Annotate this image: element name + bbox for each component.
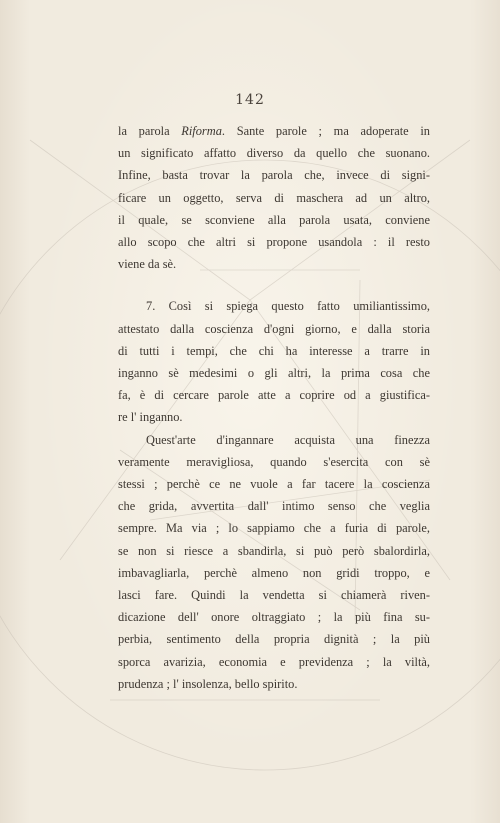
text-line: fa, è di cercare parole atte a coprire od a giustifica- — [118, 388, 430, 403]
text-line: sempre. Ma via ; lo sappiamo che a furia di parole, — [118, 521, 430, 536]
text-line: viene da sè. — [118, 257, 177, 272]
text-line: perbia, sentimento della propria dignità ; la più — [118, 632, 430, 647]
body-text — [118, 120, 430, 695]
italic-word: Riforma — [181, 124, 222, 138]
text-line: imbavagliarla, perchè almeno non gridi troppo, e — [118, 565, 430, 580]
text-line: re l' inganno. — [118, 410, 183, 425]
text-line: sporca avarizia, economia e previdenza ; la viltà, — [118, 654, 430, 669]
page-number: 142 — [235, 92, 265, 108]
text-line: se non si riesce a sbandirla, si può però sbalordirla, — [118, 543, 430, 558]
text-line: prudenza ; l' insolenza, bello spirito. — [118, 676, 298, 691]
text-line: di tutti i tempi, che chi ha interesse a trarre in — [118, 343, 430, 358]
text-line: Infine, basta trovar la parola che, invece di signi- — [118, 168, 430, 183]
text-line: veramente meravigliosa, quando s'esercita con sè — [118, 454, 430, 469]
text-line: attestato dalla coscienza d'ogni giorno, e dalla storia — [118, 321, 430, 336]
text-fragment: la parola Riforma. Sante parole ; ma adoperate in — [118, 124, 430, 138]
text-line: un significato affatto diverso da quello che suonano. — [118, 146, 430, 161]
paragraph-3 — [118, 429, 430, 695]
text-line: lasci fare. Quindi la vendetta si chiamerà riven- — [118, 588, 430, 603]
text-line — [118, 120, 430, 142]
text-line: 7. Così si spiega questo fatto umiliantissimo, — [146, 299, 430, 314]
text-line: inganno sè medesimi o gli altri, la prima cosa che — [118, 366, 430, 381]
text-line: dicazione dell' onore oltraggiato ; la più fina su- — [118, 610, 430, 625]
text-line: Quest'arte d'ingannare acquista una finezza — [146, 432, 430, 447]
text-line: allo scopo che altri si propone usandola : il resto — [118, 235, 430, 250]
text-line: che grida, avvertita dall' intimo senso che veglia — [118, 499, 430, 514]
text-line: ficare un oggetto, serva di maschera ad un altro, — [118, 190, 430, 205]
text-line: stessi ; perchè ce ne vuole a far tacere la coscienza — [118, 477, 430, 492]
paragraph-gap — [118, 275, 430, 295]
paragraph-2 — [118, 295, 430, 428]
text-line: il quale, se sconviene alla parola usata, conviene — [118, 212, 430, 227]
paragraph-1 — [118, 120, 430, 275]
